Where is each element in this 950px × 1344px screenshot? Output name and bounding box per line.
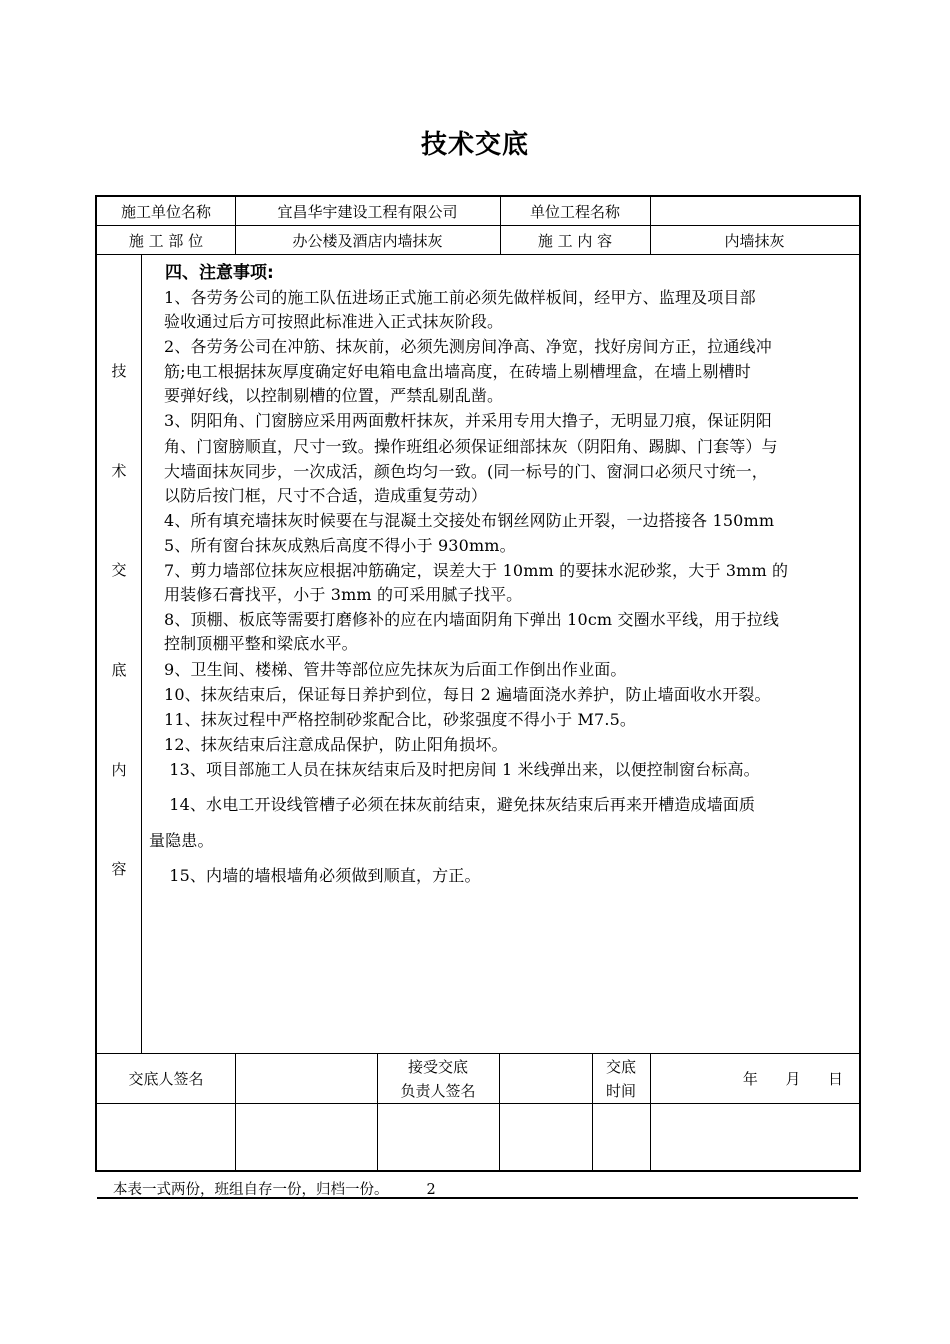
section-heading: 四、注意事项: — [165, 263, 274, 283]
signature-blank-cell[interactable] — [593, 1104, 650, 1170]
document-title: 技术交底 — [420, 130, 529, 160]
unit-name-label: 施工单位名称 — [120, 202, 211, 221]
side-label-char: 内 — [111, 761, 127, 779]
note-line: 7、剪力墙部位抹灰应根据冲筋确定，误差大于 10mm 的要抹水泥砂浆，大于 3mm 的 — [164, 561, 789, 580]
receiver-signature-field[interactable] — [500, 1054, 592, 1103]
project-name-label: 单位工程名称 — [529, 202, 620, 221]
note-line: 10、抹灰结束后，保证每日养护到位，每日 2 遍墙面浇水养护，防止墙面收水开裂。 — [164, 685, 771, 704]
receiver-signature-label — [377, 1054, 499, 1103]
signature-blank-cell[interactable] — [97, 1104, 235, 1170]
note-line: 角、门窗膀顺直，尺寸一致。操作班组必须保证细部抹灰（阴阳角、踢脚、门套等）与 — [164, 437, 778, 456]
signature-blank-cell[interactable] — [500, 1104, 592, 1170]
unit-name-value: 宜昌华宇建设工程有限公司 — [277, 202, 458, 221]
note-line: 9、卫生间、楼梯、管井等部位应先抹灰为后面工作倒出作业面。 — [164, 660, 627, 679]
note-line: 3、阴阳角、门窗膀应采用两面敷杆抹灰，并采用专用大撸子，无明显刀痕，保证阴阳 — [164, 411, 772, 430]
side-label-char: 容 — [111, 860, 127, 878]
side-label-char: 术 — [111, 462, 127, 480]
note-line: 13、项目部施工人员在抹灰结束后及时把房间 1 米线弹出来，以便控制窗台标高。 — [164, 760, 760, 779]
divider — [141, 254, 142, 1053]
discloser-signature-field[interactable] — [236, 1054, 377, 1103]
disclosure-time-label — [592, 1054, 650, 1103]
discloser-signature-label: 交底人签名 — [128, 1070, 204, 1088]
note-line: 控制顶棚平整和梁底水平。 — [164, 634, 358, 653]
side-label-char: 交 — [111, 561, 127, 579]
note-line: 以防后按门框，尺寸不合适，造成重复劳动） — [164, 486, 488, 505]
side-label-char: 底 — [111, 661, 127, 679]
note-line: 4、所有填充墙抹灰时候要在与混凝土交接处布钢丝网防止开裂，一边搭接各 150mm — [164, 511, 775, 530]
construction-part-label: 施 工 部 位 — [128, 231, 204, 250]
note-line: 11、抹灰过程中严格控制砂浆配合比，砂浆强度不得小于 M7.5。 — [164, 710, 637, 729]
signature-blank-cell[interactable] — [378, 1104, 499, 1170]
receiver-label-line: 负责人签名 — [400, 1081, 476, 1100]
note-line: 大墙面抹灰同步，一次成活，颜色均匀一致。(同一标号的门、窗洞口必须尺寸统一， — [164, 462, 768, 481]
note-line: 8、顶棚、板底等需要打磨修补的应在内墙面阴角下弹出 10cm 交圈水平线，用于拉线 — [164, 610, 779, 629]
receiver-label-line: 接受交底 — [407, 1057, 468, 1076]
time-label-line: 交底 — [605, 1057, 636, 1076]
time-label-line: 时间 — [605, 1081, 636, 1100]
construction-content-value: 内墙抹灰 — [724, 231, 785, 250]
signature-blank-cell[interactable] — [651, 1104, 859, 1170]
note-line: 量隐患。 — [149, 831, 214, 850]
note-line: 5、所有窗台抹灰成熟后高度不得小于 930mm。 — [164, 536, 516, 555]
signature-blank-cell[interactable] — [236, 1104, 377, 1170]
note-line: 14、水电工开设线管槽子必须在抹灰前结束，避免抹灰结束后再来开槽造成墙面质 — [164, 795, 756, 814]
side-label-char: 技 — [111, 362, 127, 380]
note-line: 15、内墙的墙根墙角必须做到顺直，方正。 — [164, 866, 481, 885]
note-line: 12、抹灰结束后注意成品保护，防止阳角损坏。 — [164, 735, 508, 754]
footer-note — [113, 1178, 436, 1199]
note-line: 1、各劳务公司的施工队伍进场正式施工前必须先做样板间，经甲方、监理及项目部 — [164, 288, 756, 307]
project-name-value — [650, 197, 859, 225]
page-number: 2 — [426, 1182, 436, 1198]
note-line: 验收通过后方可按照此标准进入正式抹灰阶段。 — [164, 312, 504, 331]
note-line: 2、各劳务公司在冲筋、抹灰前，必须先测房间净高、净宽，找好房间方正，拉通线冲 — [164, 337, 772, 356]
note-line: 用装修石膏找平，小于 3mm 的可采用腻子找平。 — [164, 585, 523, 604]
footer-text: 本表一式两份，班组自存一份，归档一份。 — [113, 1182, 389, 1198]
construction-part-value: 办公楼及酒店内墙抹灰 — [292, 231, 443, 250]
note-line: 要弹好线，以控制剔槽的位置，严禁乱剔乱凿。 — [164, 386, 504, 405]
footer-rule — [97, 1197, 858, 1199]
disclosure-date-field[interactable]: 年 月 日 — [742, 1070, 849, 1088]
divider — [97, 254, 859, 255]
disclosure-table — [95, 195, 861, 1172]
note-line: 筋;电工根据抹灰厚度确定好电箱电盒出墙高度，在砖墙上剔槽埋盒，在墙上剔槽时 — [164, 362, 751, 381]
construction-content-label: 施 工 内 容 — [537, 231, 613, 250]
